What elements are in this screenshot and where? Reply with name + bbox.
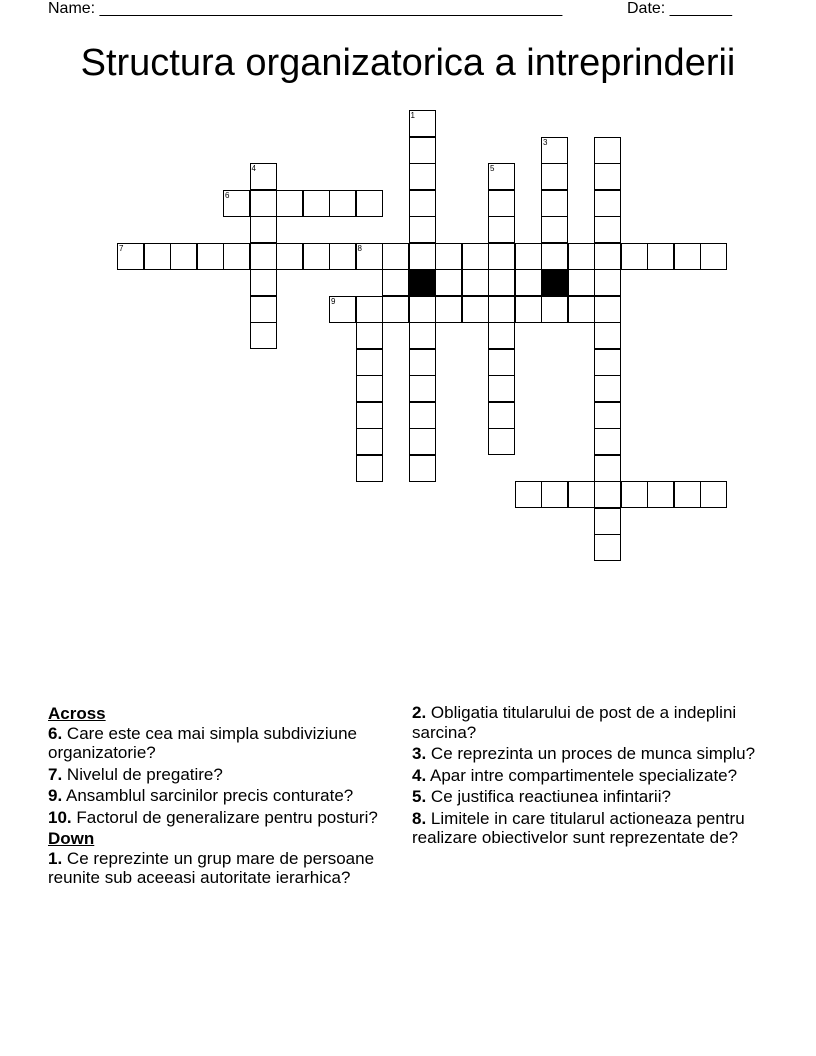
clue-across-7: [48, 765, 403, 785]
grid-cell[interactable]: [594, 428, 621, 455]
grid-cell[interactable]: [250, 269, 277, 296]
grid-cell[interactable]: [541, 190, 568, 217]
grid-cell[interactable]: [594, 375, 621, 402]
grid-cell[interactable]: [223, 243, 250, 270]
clue-number: 3.: [412, 744, 427, 763]
grid-cell[interactable]: [621, 481, 648, 508]
grid-cell[interactable]: [356, 428, 383, 455]
grid-cell[interactable]: [568, 481, 595, 508]
grid-cell[interactable]: [356, 455, 383, 482]
clue-text: Obligatia titularului de post de a indeplini sarcina?: [412, 703, 737, 742]
grid-cell[interactable]: [594, 534, 621, 561]
grid-cell[interactable]: [356, 296, 383, 323]
grid-cell[interactable]: [700, 243, 727, 270]
grid-cell[interactable]: [382, 243, 409, 270]
grid-cell[interactable]: [568, 243, 595, 270]
clue-number: 2.: [412, 703, 427, 722]
grid-cell[interactable]: [250, 296, 277, 323]
grid-cell[interactable]: [409, 110, 436, 137]
grid-cell[interactable]: [409, 296, 436, 323]
grid-cell[interactable]: [329, 190, 356, 217]
grid-cell[interactable]: [382, 296, 409, 323]
grid-cell[interactable]: [594, 269, 621, 296]
grid-cell[interactable]: [488, 322, 515, 349]
grid-cell-blocked: [541, 269, 568, 296]
clue-number: 6.: [48, 723, 63, 743]
grid-cell[interactable]: [621, 243, 648, 270]
clue-text: Apar intre compartimentele specializate?: [429, 765, 738, 785]
clue-down-5: [412, 787, 762, 807]
grid-cell[interactable]: [515, 269, 542, 296]
grid-cell[interactable]: [541, 163, 568, 190]
grid-cell[interactable]: [594, 216, 621, 243]
grid-cell[interactable]: [568, 269, 595, 296]
grid-cell[interactable]: [594, 243, 621, 270]
grid-cell[interactable]: [409, 455, 436, 482]
grid-cell[interactable]: [594, 137, 621, 164]
clue-down-2: [412, 703, 762, 742]
clue-text: Ce reprezinte un grup mare de persoane reunite sub aceeasi autoritate ierarhica?: [48, 848, 375, 887]
grid-cell[interactable]: [488, 216, 515, 243]
grid-cell[interactable]: [594, 322, 621, 349]
grid-cell[interactable]: [594, 402, 621, 429]
clue-number: 1.: [48, 848, 63, 868]
grid-cell[interactable]: [303, 243, 330, 270]
clue-number: 9.: [48, 786, 63, 805]
grid-cell[interactable]: [594, 508, 621, 535]
grid-cell[interactable]: [223, 190, 250, 217]
down-heading: Down: [48, 829, 95, 848]
clue-text: Ce justifica reactiunea infintarii?: [430, 787, 671, 806]
clue-number-label: 6: [225, 190, 230, 200]
clue-number-label: 5: [490, 164, 495, 173]
grid-cell[interactable]: [276, 243, 303, 270]
clue-number: 5.: [412, 787, 427, 806]
clue-down-4: [412, 766, 762, 786]
grid-cell[interactable]: [541, 243, 568, 270]
grid-cell[interactable]: [488, 163, 515, 190]
clue-text: Factorul de generalizare pentru posturi?: [76, 807, 378, 827]
clue-text: Ce reprezinta un proces de munca simplu?: [430, 744, 756, 763]
grid-cell[interactable]: [250, 163, 277, 190]
grid-cell[interactable]: [515, 296, 542, 323]
grid-cell[interactable]: [488, 190, 515, 217]
clue-text: Nivelul de pregatire?: [66, 764, 223, 784]
clue-across-9: [48, 786, 403, 806]
clue-number-label: 7: [119, 243, 124, 253]
grid-cell-blocked: [409, 269, 436, 296]
clues-right-column: [412, 703, 762, 850]
grid-cell[interactable]: [409, 190, 436, 217]
grid-cell[interactable]: [329, 296, 356, 323]
grid-cell[interactable]: [647, 481, 674, 508]
grid-cell[interactable]: [488, 349, 515, 376]
clue-number: 7.: [48, 764, 63, 784]
grid-cell[interactable]: [409, 163, 436, 190]
grid-cell[interactable]: [541, 481, 568, 508]
clue-across-10: [48, 808, 403, 828]
grid-cell[interactable]: [435, 243, 462, 270]
clues-left-column: [48, 703, 403, 890]
grid-cell[interactable]: [409, 349, 436, 376]
grid-cell[interactable]: [647, 243, 674, 270]
grid-cell[interactable]: [356, 375, 383, 402]
grid-cell[interactable]: [409, 322, 436, 349]
grid-cell[interactable]: [382, 269, 409, 296]
name-field-label: Name: ____________________________________________________: [48, 0, 563, 17]
grid-cell[interactable]: [594, 455, 621, 482]
clue-text: Ansamblul sarcinilor precis conturate?: [65, 786, 354, 805]
puzzle-title: Structura organizatorica a intreprinderii: [80, 42, 736, 84]
grid-cell[interactable]: [674, 243, 701, 270]
grid-cell[interactable]: [144, 243, 171, 270]
clue-number: 4.: [412, 765, 427, 785]
grid-cell[interactable]: [409, 216, 436, 243]
grid-cell[interactable]: [515, 481, 542, 508]
clue-number-label: 3: [543, 137, 548, 147]
grid-cell[interactable]: [356, 243, 383, 270]
grid-cell[interactable]: [488, 269, 515, 296]
grid-cell[interactable]: [594, 481, 621, 508]
grid-cell[interactable]: [674, 481, 701, 508]
grid-cell[interactable]: [594, 190, 621, 217]
grid-cell[interactable]: [594, 296, 621, 323]
clue-text: Care este cea mai simpla subdiviziune organizatorie?: [48, 723, 358, 762]
date-field-label: Date: _______: [627, 0, 732, 17]
grid-cell[interactable]: [409, 137, 436, 164]
grid-cell[interactable]: [488, 402, 515, 429]
clue-number-label: 8: [357, 243, 362, 253]
grid-cell[interactable]: [356, 322, 383, 349]
grid-cell[interactable]: [594, 349, 621, 376]
clue-down-1: [48, 849, 403, 888]
across-heading: Across: [48, 704, 106, 723]
grid-cell[interactable]: [329, 243, 356, 270]
grid-cell[interactable]: [356, 190, 383, 217]
grid-cell[interactable]: [462, 296, 489, 323]
clue-number-label: 4: [251, 164, 256, 173]
grid-cell[interactable]: [356, 402, 383, 429]
grid-cell[interactable]: [515, 243, 542, 270]
grid-cell[interactable]: [488, 428, 515, 455]
grid-cell[interactable]: [462, 243, 489, 270]
grid-cell[interactable]: [276, 190, 303, 217]
grid-cell[interactable]: [409, 243, 436, 270]
grid-cell[interactable]: [409, 402, 436, 429]
grid-cell[interactable]: [541, 216, 568, 243]
grid-cell[interactable]: [594, 163, 621, 190]
grid-cell[interactable]: [250, 243, 277, 270]
grid-cell[interactable]: [435, 269, 462, 296]
grid-cell[interactable]: [117, 243, 144, 270]
clue-text: Limitele in care titularul actioneaza pentru realizare obiectivelor sunt reprezentate de?: [412, 808, 745, 847]
grid-cell[interactable]: [250, 216, 277, 243]
grid-cell[interactable]: [488, 296, 515, 323]
grid-cell[interactable]: [435, 296, 462, 323]
grid-cell[interactable]: [541, 296, 568, 323]
clue-number-label: 9: [331, 296, 336, 306]
clue-number: 8.: [412, 808, 427, 828]
clue-down-3: [412, 744, 762, 764]
grid-cell[interactable]: [700, 481, 727, 508]
grid-cell[interactable]: [250, 190, 277, 217]
grid-cell[interactable]: [303, 190, 330, 217]
grid-cell[interactable]: [409, 375, 436, 402]
grid-cell[interactable]: [488, 375, 515, 402]
grid-cell[interactable]: [409, 428, 436, 455]
grid-cell[interactable]: [197, 243, 224, 270]
grid-cell[interactable]: [568, 296, 595, 323]
grid-cell[interactable]: [250, 322, 277, 349]
clue-down-8: [412, 809, 762, 848]
grid-cell[interactable]: [356, 349, 383, 376]
grid-cell[interactable]: [462, 269, 489, 296]
grid-cell[interactable]: [170, 243, 197, 270]
clue-across-6: [48, 724, 403, 763]
grid-cell[interactable]: [541, 137, 568, 164]
grid-cell[interactable]: [488, 243, 515, 270]
clue-number-label: 1: [410, 111, 415, 120]
clue-number: 10.: [48, 807, 72, 827]
